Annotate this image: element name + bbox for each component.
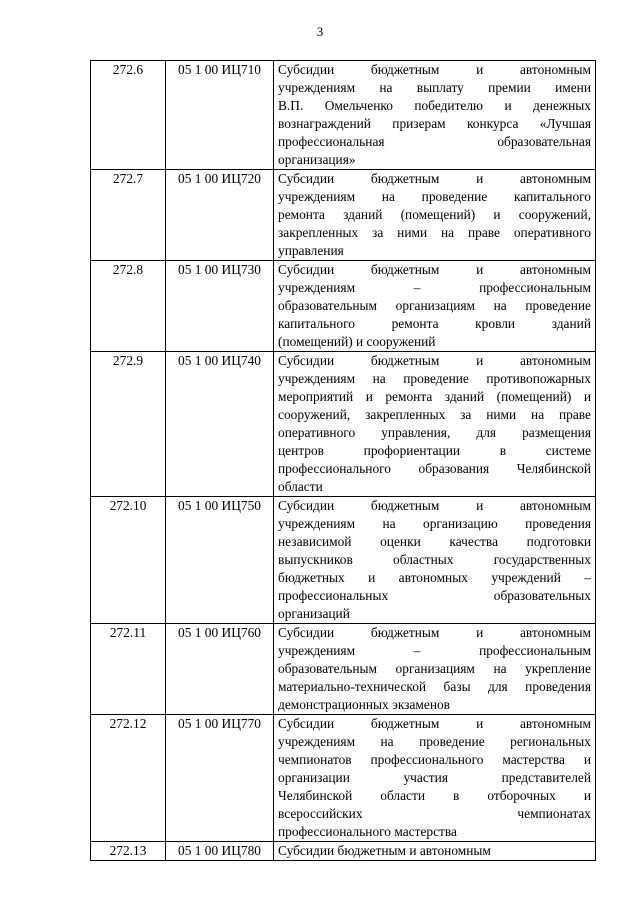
description-line: Субсидии бюджетным и автономным [278,498,591,513]
description-line: учреждениям – профессиональным [278,280,591,295]
description-cell [274,715,596,842]
row-number-cell: 272.6 [91,61,166,170]
description-line: образовательным организациям на проведение [278,298,591,313]
description-cell [274,842,596,861]
description-line: учреждениям на проведение капитального [278,189,591,204]
description-line: учреждениям на проведение противопожарных [278,371,591,386]
description-line: профессионального образования Челябинской [278,461,591,476]
row-number-cell: 272.11 [91,624,166,715]
description-line: Субсидии бюджетным и автономным [278,716,591,731]
description-line: центров профориентации в системе [278,443,591,458]
budget-code-cell: 05 1 00 ИЦ720 [166,170,274,261]
row-number-cell: 272.9 [91,352,166,497]
description-line: организации участия представителей [278,770,591,785]
budget-code-cell: 05 1 00 ИЦ780 [166,842,274,861]
description-cell [274,624,596,715]
description-line: организация» [278,152,356,167]
description-line: закрепленных за ними на праве оперативного [278,225,591,240]
table-row [91,715,596,842]
budget-code-cell: 05 1 00 ИЦ770 [166,715,274,842]
description-line: учреждениям на организацию проведения [278,516,591,531]
description-line: сооружений, закрепленных за ними на праве [278,407,591,422]
table-row [91,170,596,261]
row-number-cell: 272.10 [91,497,166,624]
description-line: всероссийских чемпионатах [278,806,591,821]
description-line: ремонта зданий (помещений) и сооружений, [278,207,591,222]
description-cell [274,170,596,261]
description-line: (помещений) и сооружений [278,334,436,349]
description-cell [274,61,596,170]
row-number-cell: 272.8 [91,261,166,352]
description-line: Субсидии бюджетным и автономным [278,843,491,858]
description-line: капитального ремонта кровли зданий [278,316,591,331]
description-cell [274,352,596,497]
table-row [91,261,596,352]
table-row [91,497,596,624]
description-line: области [278,479,323,494]
description-line: учреждениям на выплату премии имени [278,80,591,95]
budget-code-cell: 05 1 00 ИЦ750 [166,497,274,624]
budget-code-cell: 05 1 00 ИЦ740 [166,352,274,497]
description-line: профессиональных образовательных [278,588,591,603]
description-line: материально-технической базы для проведения [278,679,591,694]
description-cell [274,497,596,624]
description-line: управления [278,243,344,258]
row-number-cell: 272.12 [91,715,166,842]
description-line: организаций [278,606,350,621]
description-line: учреждениям – профессиональным [278,643,591,658]
description-line: учреждениям на проведение региональных [278,734,591,749]
description-line: демонстрационных экзаменов [278,697,450,712]
description-line: профессионального мастерства [278,824,457,839]
description-line: оперативного управления, для размещения [278,425,591,440]
row-number-cell: 272.7 [91,170,166,261]
row-number-cell: 272.13 [91,842,166,861]
description-line: Субсидии бюджетным и автономным [278,353,591,368]
budget-classification-table [90,60,596,861]
description-line: профессиональная образовательная [278,134,591,149]
description-line: Субсидии бюджетным и автономным [278,262,591,277]
budget-code-cell: 05 1 00 ИЦ710 [166,61,274,170]
budget-code-cell: 05 1 00 ИЦ730 [166,261,274,352]
description-line: чемпионатов профессионального мастерства и [278,752,591,767]
description-line: вознаграждений призерам конкурса «Лучшая [278,116,591,131]
description-line: выпускников областных государственных [278,552,591,567]
description-line: Субсидии бюджетным и автономным [278,171,591,186]
table-row [91,61,596,170]
description-line: независимой оценки качества подготовки [278,534,591,549]
description-line: бюджетных и автономных учреждений – [278,570,591,585]
description-line: мероприятий и ремонта зданий (помещений) и [278,389,591,404]
description-line: Челябинской области в отборочных и [278,788,591,803]
description-line: Субсидии бюджетным и автономным [278,62,591,77]
table-row [91,624,596,715]
table-row [91,352,596,497]
description-line: образовательным организациям на укрепление [278,661,591,676]
description-cell [274,261,596,352]
table-body [91,61,596,861]
description-line: В.П. Омельченко победителю и денежных [278,98,591,113]
table-row [91,842,596,861]
description-line: Субсидии бюджетным и автономным [278,625,591,640]
page-number: 3 [316,24,324,39]
budget-code-cell: 05 1 00 ИЦ760 [166,624,274,715]
